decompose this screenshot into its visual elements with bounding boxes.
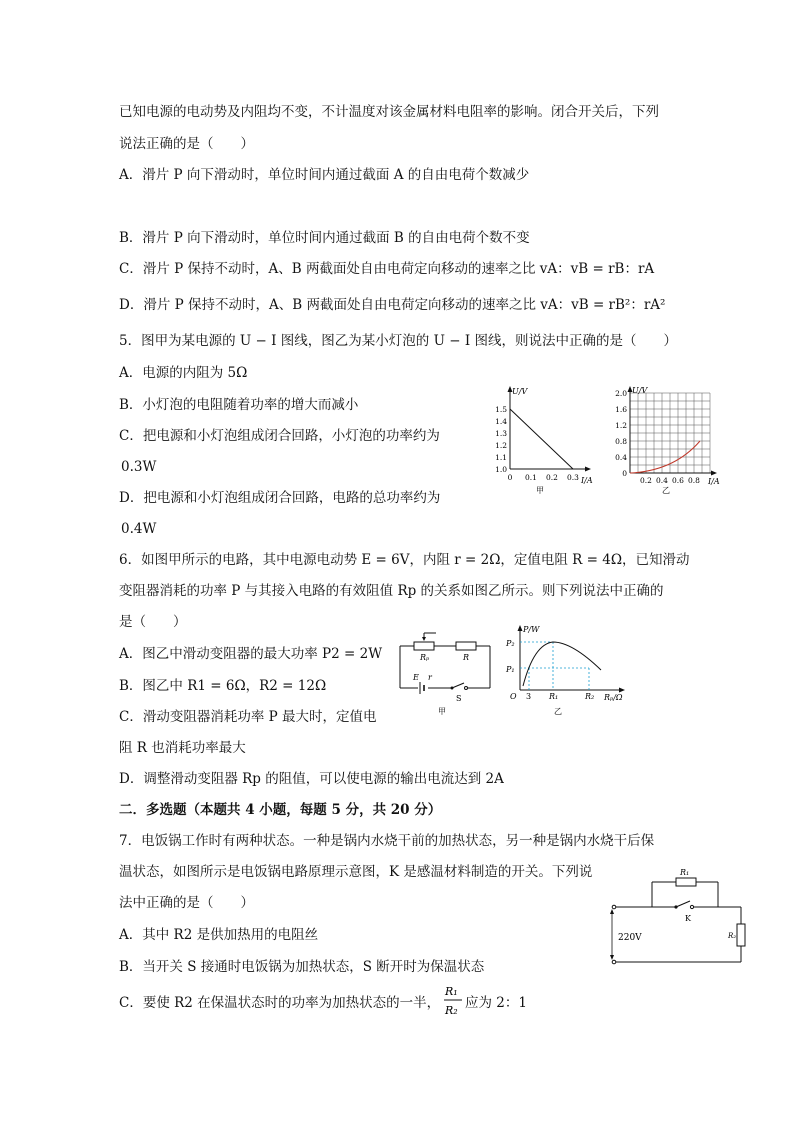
y-tick-label: 1.1 <box>495 453 507 462</box>
text-line: 法中正确的是（ ） <box>119 895 254 911</box>
option-c-cont: 阻 R 也消耗功率最大 <box>119 740 246 756</box>
option-b: B．小灯泡的电阻随着功率的增大而减小 <box>119 397 359 413</box>
label-r-internal: r <box>428 673 432 682</box>
graph-jia-source-ui <box>484 383 596 495</box>
x-axis-label: Rₚ/Ω <box>604 693 623 702</box>
y-tick-label: 1.0 <box>495 465 507 474</box>
y-axis-label: U/V <box>632 386 648 395</box>
label-r: R <box>463 653 470 662</box>
y-tick-label: 1.2 <box>615 421 627 430</box>
x-tick-label: 0.1 <box>525 473 537 482</box>
y-tick-label: 1.5 <box>495 405 507 414</box>
frac-numerator: R₁ <box>445 985 458 998</box>
option-d: D．滑片 P 保持不动时，A、B 两截面处自由电荷定向移动的速率之比 vA：vB = rB²：rA² <box>119 297 666 313</box>
option-a: A．电源的内阻为 5Ω <box>119 365 248 381</box>
figure-caption: 乙 <box>554 707 562 716</box>
option-d: D．把电源和小灯泡组成闭合回路，电路的总功率约为 <box>119 490 441 506</box>
text-line: 说法正确的是（ ） <box>119 136 254 152</box>
y-axis-label: U/V <box>512 387 528 396</box>
label-220v: 220V <box>618 933 642 943</box>
option-a: A．图乙中滑动变阻器的最大功率 P2 = 2W <box>119 646 383 662</box>
question-5: 5．图甲为某电源的 U − I 图线，图乙为某小灯泡的 U − I 图线，则说法中正确的是（ ） <box>119 333 677 349</box>
option-c: C．要使 R2 在保温状态时的功率为加热状态的一半， <box>119 995 441 1011</box>
figure-caption: 甲 <box>438 707 446 716</box>
source-line <box>510 409 573 469</box>
option-c: C．把电源和小灯泡组成闭合回路，小灯泡的功率约为 <box>119 428 440 444</box>
y-tick-label: 0.4 <box>615 453 627 462</box>
label-r1: R₁ <box>549 692 559 701</box>
label-e: E <box>413 673 419 682</box>
y-tick-label: 1.2 <box>495 441 507 450</box>
option-b: B．当开关 S 接通时电饭锅为加热状态，S 断开时为保温状态 <box>119 959 485 975</box>
x-tick-label: 0.2 <box>546 473 558 482</box>
fraction-r1-r2 <box>442 982 464 1022</box>
y-tick-label: 0 <box>622 469 627 478</box>
y-tick-label: 1.6 <box>615 405 627 414</box>
x-tick-label: 0.2 <box>640 476 652 485</box>
option-c: C．滑动变阻器消耗功率 P 最大时，定值电 <box>119 709 377 725</box>
x-tick-label: 0.4 <box>656 476 668 485</box>
section-heading: 二．多选题（本题共 4 小题，每题 5 分，共 20 分） <box>119 802 442 818</box>
option-b: B．图乙中 R1 = 6Ω，R2 = 12Ω <box>119 678 327 694</box>
label-r2: R₂ <box>585 692 595 701</box>
text-line: 是（ ） <box>119 614 187 630</box>
option-c: C．滑片 P 保持不动时，A、B 两截面处自由电荷定向移动的速率之比 vA：vB = rB：rA <box>119 261 655 277</box>
label-r1: R₁ <box>680 868 690 877</box>
x-tick-label: 0.6 <box>672 476 684 485</box>
frac-denominator: R₂ <box>445 1004 458 1017</box>
option-d-cont: 0.4W <box>121 521 157 537</box>
option-c-tail: 应为 2：1 <box>465 995 527 1011</box>
figure-caption: 乙 <box>662 486 670 495</box>
graph-yi-bulb-ui <box>604 383 729 495</box>
circuit-q7-cooker <box>604 862 754 972</box>
circuit-q6-jia <box>396 628 496 718</box>
power-curve <box>523 642 601 686</box>
resistor-r <box>456 642 476 650</box>
figure-caption: 甲 <box>536 486 544 495</box>
option-c-cont: 0.3W <box>121 459 157 475</box>
resistor-r2 <box>737 924 745 946</box>
tick-3: 3 <box>526 692 532 701</box>
option-d: D．调整滑动变阻器 Rp 的阻值，可以使电源的输出电流达到 2A <box>119 771 504 787</box>
label-r2: R₂ <box>728 932 737 940</box>
rheostat-rp <box>414 642 434 650</box>
y-axis-label: P/W <box>523 625 540 634</box>
x-axis-label: I/A <box>581 476 593 485</box>
label-s: S <box>456 694 462 703</box>
x-tick-label: 0.8 <box>688 476 700 485</box>
x-tick-label: 0 <box>507 473 513 482</box>
label-p2: P₂ <box>506 639 515 648</box>
label-p1: P₁ <box>506 665 515 674</box>
text-line: 变阻器消耗的功率 P 与其接入电路的有效阻值 Rp 的关系如图乙所示。则下列说法中正确的 <box>119 583 664 599</box>
y-tick-label: 2.0 <box>615 389 627 398</box>
y-tick-label: 1.4 <box>495 417 507 426</box>
y-tick-label: 1.3 <box>495 429 507 438</box>
option-a: A．其中 R2 是供加热用的电阻丝 <box>119 927 319 943</box>
x-axis-label: I/A <box>708 477 720 486</box>
origin-label: O <box>510 692 517 701</box>
x-tick-label: 0.3 <box>567 473 579 482</box>
graph-q6-yi-power <box>504 622 634 718</box>
option-b: B．滑片 P 向下滑动时，单位时间内通过截面 B 的自由电荷个数不变 <box>119 230 530 246</box>
y-tick-label: 0.8 <box>615 437 627 446</box>
label-rp: Rₚ <box>420 653 430 662</box>
option-a: A．滑片 P 向下滑动时，单位时间内通过截面 A 的自由电荷个数减少 <box>119 167 530 183</box>
question-7: 7．电饭锅工作时有两种状态。一种是锅内水烧干前的加热状态，另一种是锅内水烧干后保 <box>119 833 655 849</box>
text-line: 温状态，如图所示是电饭锅电路原理示意图，K 是感温材料制造的开关。下列说 <box>119 864 593 880</box>
text-line: 已知电源的电动势及内阻均不变，不计温度对该金属材料电阻率的影响。闭合开关后，下列 <box>119 104 659 120</box>
label-k: K <box>685 914 691 923</box>
question-6: 6．如图甲所示的电路，其中电源电动势 E = 6V，内阻 r = 2Ω，定值电阻 R = 4Ω，已知滑动 <box>119 552 690 568</box>
resistor-r1 <box>676 878 696 886</box>
